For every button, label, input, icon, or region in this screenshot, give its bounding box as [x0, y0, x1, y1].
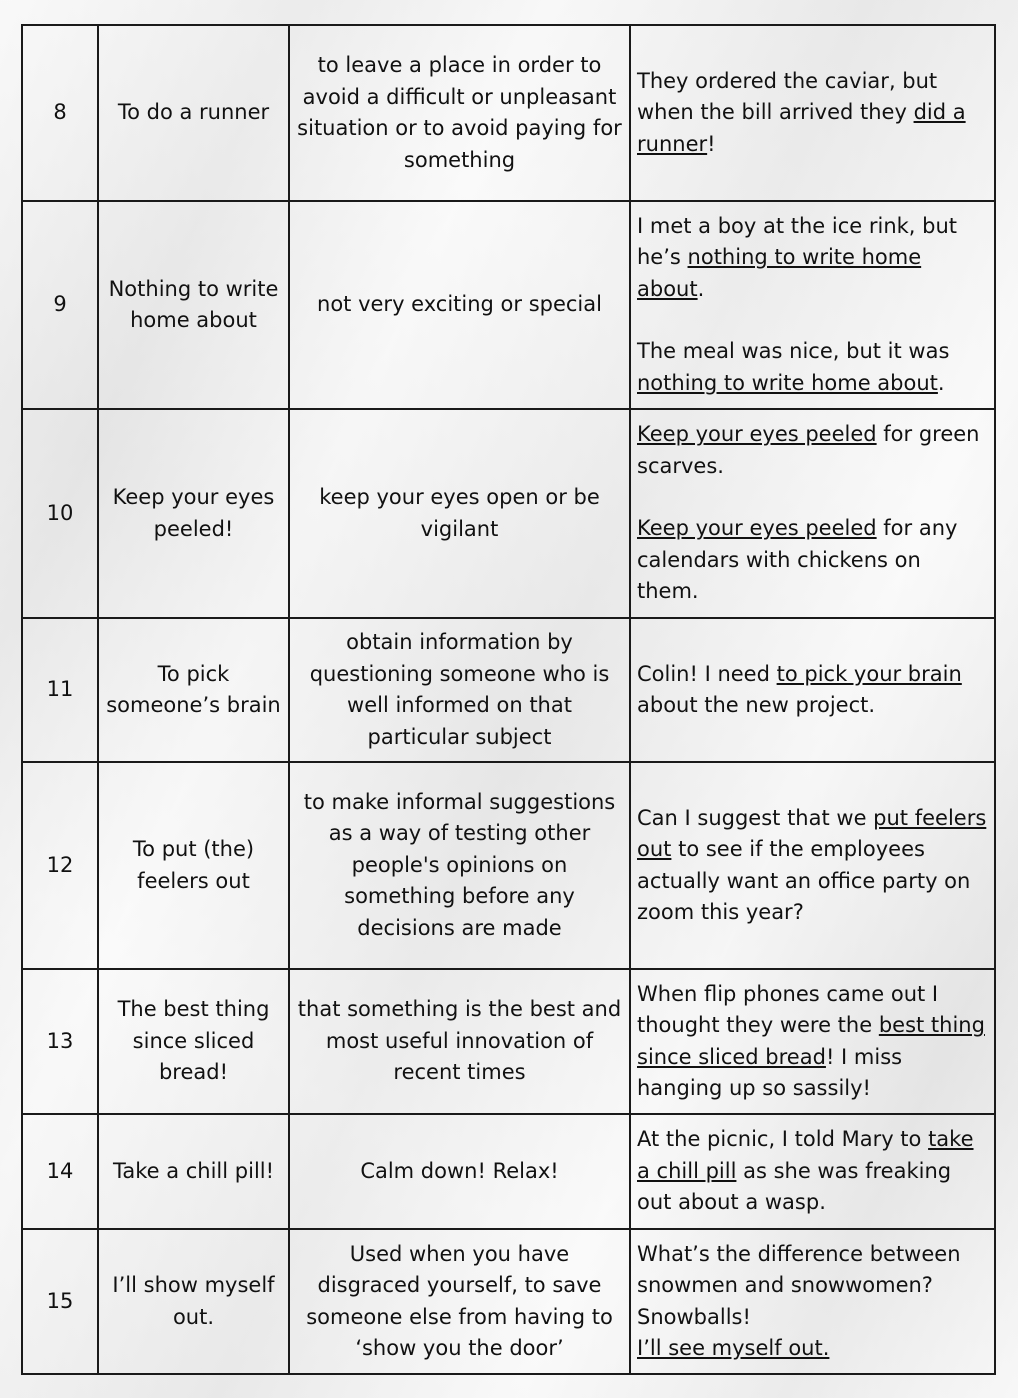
example-text: At the picnic, I told Mary to [637, 1127, 929, 1152]
row-number: 10 [22, 409, 98, 618]
row-number: 11 [22, 618, 98, 762]
example-line [637, 419, 988, 482]
table-row [22, 1229, 995, 1374]
example-text: The meal was nice, but it was [637, 339, 950, 364]
row-number: 9 [22, 201, 98, 409]
idiom-cell: To put (the) feelers out [98, 762, 289, 969]
example-text: They ordered the caviar, but when the bill arrived they [637, 68, 938, 125]
example-line: Snowballs! [637, 1304, 751, 1329]
meaning-cell: not very exciting or special [289, 201, 630, 409]
example-text: ! [707, 131, 716, 156]
idiom-cell: To pick someone’s brain [98, 618, 289, 762]
meaning-cell: Calm down! Relax! [289, 1114, 630, 1229]
example-line [637, 211, 988, 306]
idiom-cell: Keep your eyes peeled! [98, 409, 289, 618]
example-line [637, 336, 988, 399]
idiom-phrase: Keep your eyes peeled [637, 422, 877, 447]
table-row [22, 1114, 995, 1229]
idiom-cell: I’ll show myself out. [98, 1229, 289, 1374]
table-row [22, 762, 995, 969]
meaning-cell: to leave a place in order to avoid a difficult or unpleasant situation or to avoid paying for something [289, 25, 630, 201]
spacer [637, 482, 988, 513]
example-cell [630, 1229, 995, 1374]
example-cell [630, 25, 995, 201]
example-cell [630, 762, 995, 969]
example-text: for any calendars with chickens on them. [637, 516, 958, 604]
idiom-phrase: best thing since sliced bread [637, 1013, 985, 1069]
idiom-phrase: to pick your brain [776, 661, 962, 686]
row-number: 8 [22, 25, 98, 201]
row-number: 12 [22, 762, 98, 969]
idioms-table [21, 24, 996, 1375]
meaning-cell: obtain information by questioning someone who is well informed on that particular subject [289, 618, 630, 762]
idiom-phrase: take a chill pill [637, 1127, 974, 1183]
example-text: Colin! I need [637, 661, 777, 686]
idiom-cell: The best thing since sliced bread! [98, 969, 289, 1114]
idiom-phrase: Keep your eyes peeled [637, 516, 877, 541]
example-text: to see if the employees actually want an office party on zoom this year? [637, 837, 971, 924]
table-row [22, 618, 995, 762]
meaning-cell: to make informal suggestions as a way of testing other people's opinions on something before any decisions are made [289, 762, 630, 969]
example-text: ! I miss hanging up so sassily! [637, 1044, 903, 1100]
idiom-phrase: put feelers out [637, 805, 987, 861]
table-row [22, 409, 995, 618]
idiom-cell: Take a chill pill! [98, 1114, 289, 1229]
example-cell [630, 618, 995, 762]
example-line [637, 513, 988, 608]
meaning-cell: keep your eyes open or be vigilant [289, 409, 630, 618]
example-cell [630, 969, 995, 1114]
idiom-phrase: nothing to write home about [637, 370, 938, 395]
example-text: . [697, 276, 705, 301]
row-number: 13 [22, 969, 98, 1114]
example-text: . [937, 370, 945, 395]
row-number: 14 [22, 1114, 98, 1229]
example-text: about the new project. [637, 693, 876, 717]
spacer [637, 305, 988, 336]
idiom-phrase: nothing to write home about [637, 245, 922, 301]
example-cell [630, 409, 995, 618]
idiom-cell: Nothing to write home about [98, 201, 289, 409]
idiom-phrase: did a runner [637, 100, 966, 156]
example-text: When flip phones came out I thought they were the [637, 981, 939, 1037]
table-row [22, 201, 995, 409]
idiom-phrase: I’ll see myself out. [637, 1336, 830, 1360]
example-text: for green scarves. [637, 422, 980, 478]
idiom-cell: To do a runner [98, 25, 289, 201]
meaning-cell: that something is the best and most useful innovation of recent times [289, 969, 630, 1114]
example-cell [630, 1114, 995, 1229]
meaning-cell: Used when you have disgraced yourself, to save someone else from having to ‘show you the door’ [289, 1229, 630, 1374]
table-row [22, 969, 995, 1114]
example-text: as she was freaking out about a wasp. [637, 1158, 952, 1215]
example-cell [630, 201, 995, 409]
row-number: 15 [22, 1229, 98, 1374]
example-text: Can I suggest that we [637, 805, 874, 830]
example-line: What’s the difference between snowmen and snowwomen? [637, 1241, 961, 1297]
table-row [22, 25, 995, 201]
example-text: I met a boy at the ice rink, but he’s [637, 213, 958, 270]
